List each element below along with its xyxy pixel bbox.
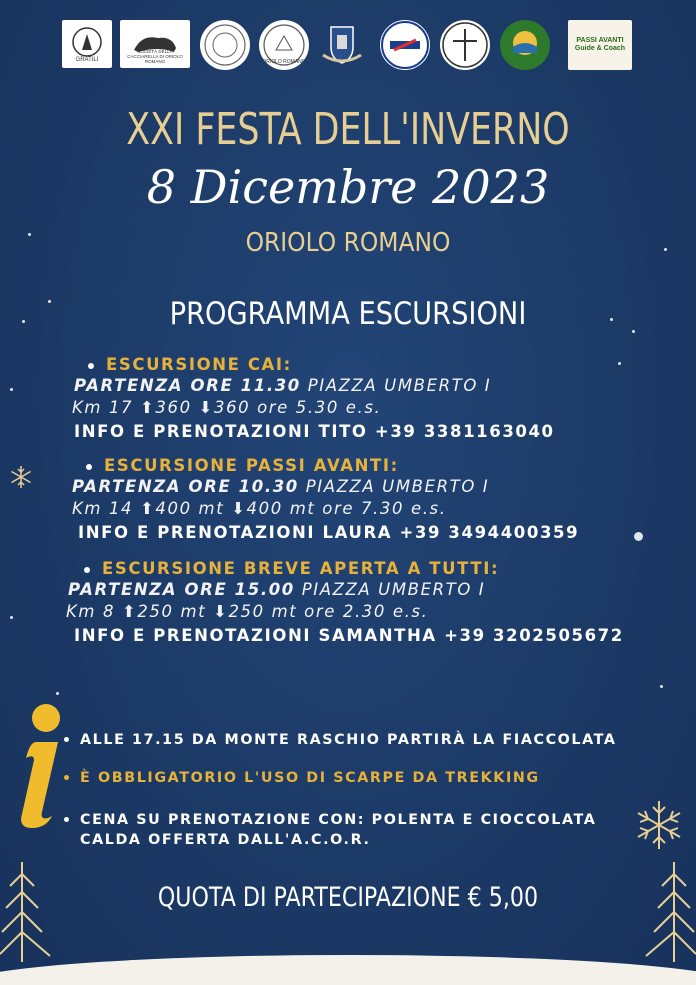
note-item: È OBBLIGATORIO L'USO DI SCARPE DA TREKKING xyxy=(64,768,540,788)
star xyxy=(56,692,59,695)
logo-3 xyxy=(200,20,250,70)
logo-2: SOCIETÀ DELLA CACCIARELLA DI ORIOLO ROMANO xyxy=(120,20,190,68)
note-item: ALLE 17.15 DA MONTE RASCHIO PARTIRÀ LA FIACCOLATA xyxy=(64,730,617,750)
excursion-start: PARTENZA ORE 11.30 PIAZZA UMBERTO I xyxy=(74,376,492,395)
excursion-info: INFO E PRENOTAZIONI SAMANTHA +39 3202505672 xyxy=(74,626,624,645)
snowflake-icon xyxy=(8,464,34,494)
excursion-details: Km 14 ⬆400 mt ⬇400 mt ore 7.30 e.s. xyxy=(72,499,447,518)
bullet xyxy=(84,567,90,573)
bullet xyxy=(64,737,69,742)
bullet xyxy=(64,775,69,780)
bullet xyxy=(86,464,92,470)
excursion-start: PARTENZA ORE 15.00 PIAZZA UMBERTO I xyxy=(68,580,486,599)
excursion-heading: ESCURSIONE BREVE APERTA A TUTTI: xyxy=(0,559,696,579)
event-place: ORIOLO ROMANO xyxy=(245,228,451,258)
logo-4: ORIOLO ROMANO xyxy=(259,20,309,70)
star xyxy=(664,248,667,251)
logo-1: GRATILI xyxy=(62,20,112,68)
excursion-info: INFO E PRENOTAZIONI TITO +39 3381163040 xyxy=(74,422,555,441)
excursion-start: PARTENZA ORE 10.30 PIAZZA UMBERTO I xyxy=(72,477,490,496)
info-icon xyxy=(12,700,68,830)
logo-5 xyxy=(317,20,367,70)
event-title: XXI FESTA DELL'INVERNO xyxy=(126,104,570,155)
excursion-passi-avanti xyxy=(0,456,696,546)
note-item: CENA SU PRENOTAZIONE CON: POLENTA E CIOCCOLATA xyxy=(64,810,596,830)
excursion-heading: ESCURSIONE PASSI AVANTI: xyxy=(0,456,696,476)
logo-row xyxy=(62,20,634,76)
participation-fee: QUOTA DI PARTECIPAZIONE € 5,00 xyxy=(157,882,539,913)
event-date: 8 Dicembre 2023 xyxy=(146,160,550,214)
excursion-heading: ESCURSIONE CAI: xyxy=(0,355,696,375)
bullet xyxy=(88,363,94,369)
tree-icon xyxy=(0,862,56,966)
excursion-details: Km 17 ⬆360 ⬇360 ore 5.30 e.s. xyxy=(72,398,382,417)
star xyxy=(22,320,25,323)
star xyxy=(660,685,663,688)
logo-9: PASSI AVANTI Guide & Coach xyxy=(568,20,632,70)
bullet xyxy=(64,817,69,822)
excursion-details: Km 8 ⬆250 mt ⬇250 mt ore 2.30 e.s. xyxy=(66,602,429,621)
logo-7 xyxy=(440,20,490,70)
program-heading: PROGRAMMA ESCURSIONI xyxy=(169,296,527,332)
logo-8 xyxy=(500,20,550,70)
excursion-cai xyxy=(0,355,696,445)
note-item-continued: CALDA OFFERTA DALL'A.C.O.R. xyxy=(80,832,371,848)
excursion-breve xyxy=(0,559,696,649)
star xyxy=(28,233,31,236)
excursion-info: INFO E PRENOTAZIONI LAURA +39 3494400359 xyxy=(78,523,580,542)
logo-6 xyxy=(380,20,430,70)
snowflake-icon xyxy=(632,798,686,856)
tree-icon xyxy=(638,862,696,966)
snow-ground xyxy=(0,955,696,985)
